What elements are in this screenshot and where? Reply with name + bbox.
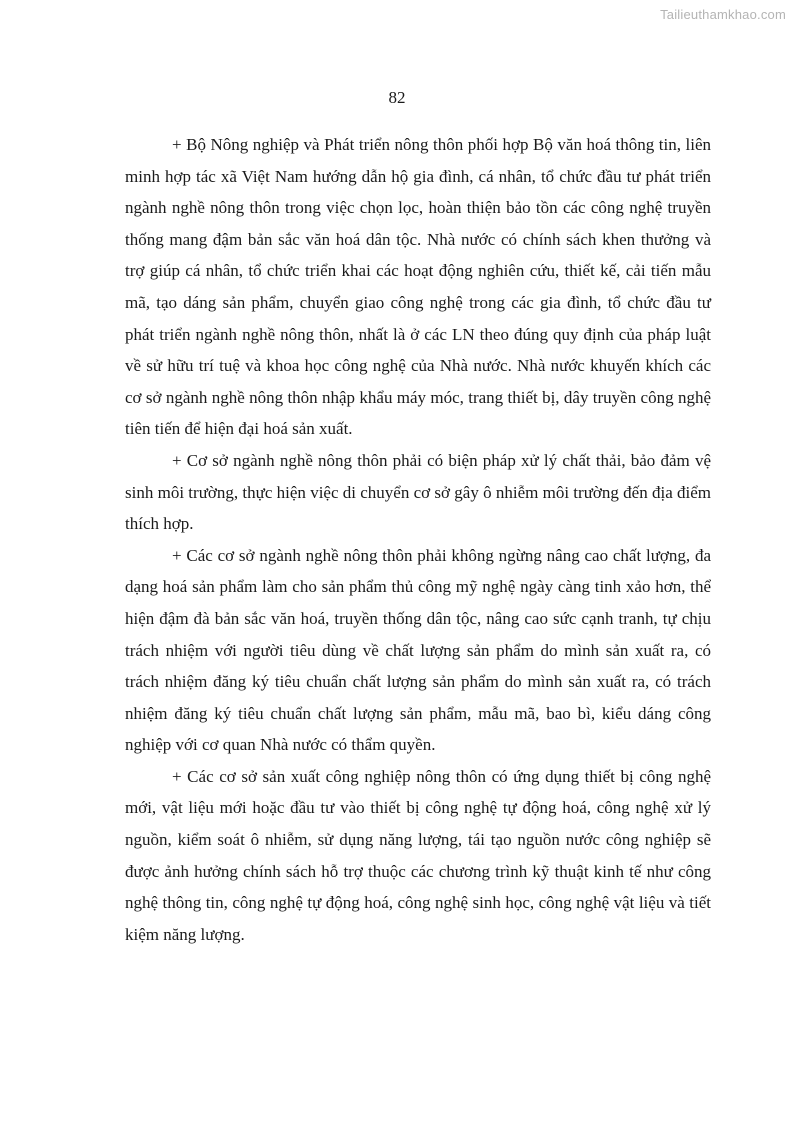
paragraph-1: + Bộ Nông nghiệp và Phát triển nông thôn phối hợp Bộ văn hoá thông tin, liên minh hợp tác xã Việt Nam hướng dẫn hộ gia đình, cá nhân, tổ chức đầu tư phát triển ngành nghề nông thôn trong việc chọn lọc, hoàn thiện bảo tồn các công nghệ truyền thống mang đậm bản sắc văn hoá dân tộc. Nhà nước có chính sách khen thưởng và trợ giúp cá nhân, tổ chức triển khai các hoạt động nghiên cứu, thiết kế, cải tiến mẫu mã, tạo dáng sản phẩm, chuyển giao công nghệ trong các gia đình, tổ chức đầu tư phát triển ngành nghề nông thôn, nhất là ở các LN theo đúng quy định của pháp luật về sử hữu trí tuệ và khoa học công nghệ của Nhà nước. Nhà nước khuyến khích các cơ sở ngành nghề nông thôn nhập khẩu máy móc, trang thiết bị, dây truyền công nghệ tiên tiến để hiện đại hoá sản xuất.	[125, 135, 711, 439]
paragraph-2: + Cơ sở ngành nghề nông thôn phải có biện pháp xử lý chất thải, bảo đảm vệ sinh môi trường, thực hiện việc di chuyển cơ sở gây ô nhiễm môi trường đến địa điểm thích hợp.	[125, 450, 711, 534]
paragraph-3: + Các cơ sở ngành nghề nông thôn phải không ngừng nâng cao chất lượng, đa dạng hoá sản phẩm làm cho sản phẩm thủ công mỹ nghệ ngày càng tinh xảo hơn, thể hiện đậm đà bản sắc văn hoá, truyền thống dân tộc, nâng cao sức cạnh tranh, tự chịu trách nhiệm với người tiêu dùng về chất lượng sản phẩm do mình sản xuất ra, có trách nhiệm đăng ký tiêu chuẩn chất lượng sản phẩm do mình sản xuất ra, có trách nhiệm đăng ký tiêu chuẩn chất lượng sản phẩm, mẫu mã, bao bì, kiểu dáng công nghiệp với cơ quan Nhà nước có thẩm quyền.	[125, 545, 711, 755]
watermark: Tailieuthamkhao.com	[660, 7, 786, 22]
page-number: 82	[388, 88, 406, 107]
document-body	[125, 129, 711, 950]
paragraph-4: + Các cơ sở sản xuất công nghiệp nông thôn có ứng dụng thiết bị công nghệ mới, vật liệu mới hoặc đầu tư vào thiết bị công nghệ tự động hoá, công nghệ xử lý nguồn, kiểm soát ô nhiễm, sử dụng năng lượng, tái tạo nguồn nước công nghiệp sẽ được ảnh hưởng chính sách hỗ trợ thuộc các chương trình kỹ thuật kinh tế như công nghệ thông tin, công nghệ tự động hoá, công nghệ sinh học, công nghệ vật liệu và tiết kiệm năng lượng.	[125, 766, 711, 944]
